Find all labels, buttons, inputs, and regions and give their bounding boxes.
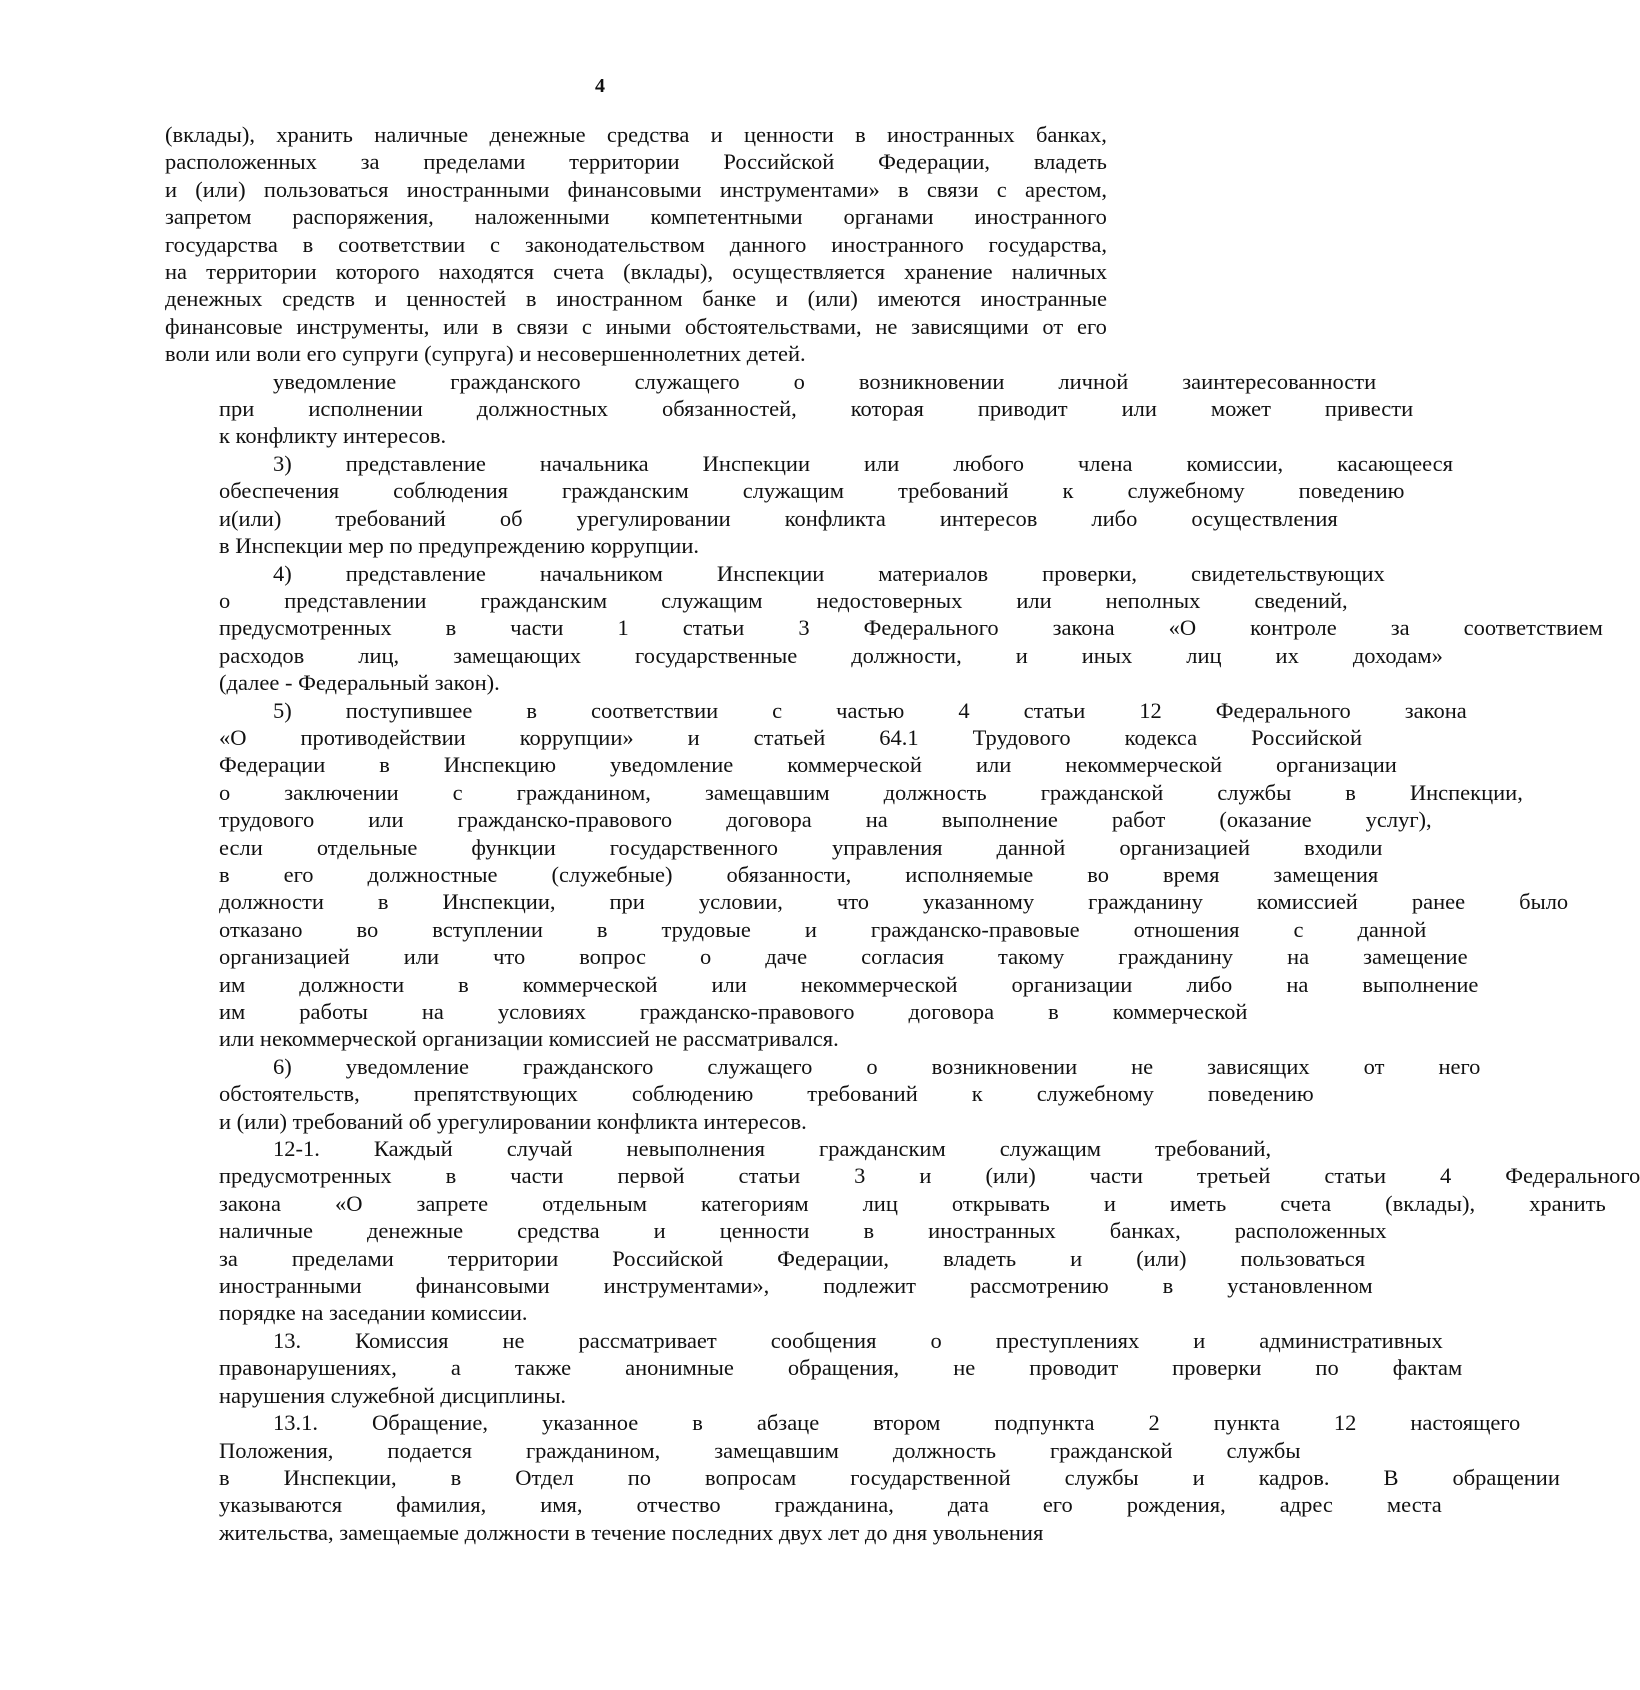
paragraph-item-6	[165, 1053, 1481, 1135]
text-line: предусмотренных в части 1 статьи 3 Федерального закона «О контроле за соответствием	[219, 615, 1603, 641]
text-line: трудового или гражданско-правового договора на выполнение работ (оказание услуг),	[219, 807, 1432, 833]
text-line: и(или) требований об урегулировании конфликта интересов либо осуществления	[219, 505, 1338, 531]
text-line: нарушения служебной дисциплины.	[219, 1382, 567, 1408]
paragraph-continuation	[165, 121, 1107, 368]
text-line: 13.1. Обращение, указанное в абзаце втором подпункта 2 пункта 12 настоящего	[273, 1410, 1521, 1436]
text-line: жительства, замещаемые должности в течение последних двух лет до дня увольнения	[219, 1519, 1044, 1545]
text-line: закона «О запрете отдельным категориям лиц открывать и иметь счета (вклады), хранить	[219, 1190, 1606, 1216]
text-line: если отдельные функции государственного управления данной организацией входили	[219, 834, 1383, 860]
text-line: о заключении с гражданином, замещавшим должность гражданской службы в Инспекции,	[219, 779, 1523, 805]
text-line: (вклады), хранить наличные денежные средства и ценности в иностранных банках,	[165, 122, 1107, 147]
paragraph-item-3	[165, 450, 1453, 560]
text-line: иностранными финансовыми инструментами», подлежит рассмотрению в установленном	[219, 1273, 1373, 1299]
paragraph-item-13	[165, 1327, 1463, 1409]
text-line: 13. Комиссия не рассматривает сообщения о преступлениях и административных	[273, 1327, 1443, 1353]
text-line: отказано во вступлении в трудовые и гражданско-правовые отношения с данной	[219, 916, 1427, 942]
text-line: в его должностные (служебные) обязанности, исполняемые во время замещения	[219, 861, 1379, 887]
text-line: за пределами территории Российской Федерации, владеть и (или) пользоваться	[219, 1245, 1366, 1271]
paragraph-item-13-1	[165, 1409, 1560, 1546]
text-line: и (или) пользоваться иностранными финансовыми инструментами» в связи с арестом,	[165, 176, 1107, 202]
text-line: должности в Инспекции, при условии, что указанному гражданину комиссией ранее было	[219, 889, 1569, 915]
text-line: при исполнении должностных обязанностей, которая приводит или может привести	[219, 396, 1414, 422]
text-line: наличные денежные средства и ценности в иностранных банках, расположенных	[219, 1218, 1387, 1244]
text-line: правонарушениях, а также анонимные обращения, не проводит проверки по фактам	[219, 1355, 1463, 1381]
text-line: запретом распоряжения, наложенными компетентными органами иностранного	[165, 204, 1107, 230]
text-line: обеспечения соблюдения гражданским служащим требований к служебному поведению	[219, 478, 1405, 504]
text-line: расходов лиц, замещающих государственные должности, и иных лиц их доходам»	[219, 642, 1443, 668]
text-line: организацией или что вопрос о даче согласия такому гражданину на замещение	[219, 944, 1468, 970]
text-line: государства в соответствии с законодательством данного иностранного государства,	[165, 231, 1107, 257]
text-line: финансовые инструменты, или в связи с иными обстоятельствами, не зависящими от его	[165, 313, 1107, 339]
paragraph-notice-interest	[165, 368, 1414, 450]
page-number: 4	[595, 75, 605, 97]
text-line: воли или воли его супруги (супруга) и несовершеннолетних детей.	[165, 341, 806, 367]
text-line: предусмотренных в части первой статьи 3 и (или) части третьей статьи 4 Федерального	[219, 1163, 1640, 1189]
text-line: 3) представление начальника Инспекции или любого члена комиссии, касающееся	[273, 450, 1453, 476]
paragraph-item-5	[165, 697, 1569, 1053]
text-line: или некоммерческой организации комиссией не рассматривался.	[219, 1026, 839, 1052]
text-line: указываются фамилия, имя, отчество гражданина, дата его рождения, адрес места	[219, 1492, 1442, 1518]
text-line: обстоятельств, препятствующих соблюдению требований к служебному поведению	[219, 1081, 1314, 1107]
text-line: 12-1. Каждый случай невыполнения гражданским служащим требований,	[273, 1136, 1272, 1162]
text-line: на территории которого находятся счета (вклады), осуществляется хранение наличных	[165, 259, 1107, 285]
text-line: в Инспекции, в Отдел по вопросам государственной службы и кадров. В обращении	[219, 1464, 1560, 1490]
text-line: им должности в коммерческой или некоммерческой организации либо на выполнение	[219, 971, 1479, 997]
text-line: в Инспекции мер по предупреждению коррупции.	[219, 533, 699, 559]
text-line: (далее - Федеральный закон).	[219, 670, 500, 696]
text-line: о представлении гражданским служащим недостоверных или неполных сведений,	[219, 587, 1348, 613]
text-line: им работы на условиях гражданско-правового договора в коммерческой	[219, 999, 1248, 1024]
paragraph-item-12-1	[165, 1135, 1640, 1327]
text-line: 4) представление начальником Инспекции материалов проверки, свидетельствующих	[273, 560, 1385, 586]
text-line: денежных средств и ценностей в иностранном банке и (или) имеются иностранные	[165, 286, 1107, 312]
text-line: уведомление гражданского служащего о возникновении личной заинтересованности	[273, 368, 1377, 394]
text-line: 5) поступившее в соответствии с частью 4 статьи 12 Федерального закона	[273, 697, 1467, 723]
text-line: порядке на заседании комиссии.	[219, 1300, 528, 1326]
text-line: Положения, подается гражданином, замещавшим должность гражданской службы	[219, 1437, 1301, 1463]
text-line: «О противодействии коррупции» и статьей 64.1 Трудового кодекса Российской	[219, 724, 1363, 750]
paragraph-item-4	[165, 560, 1603, 697]
text-line: Федерации в Инспекцию уведомление коммерческой или некоммерческой организации	[219, 752, 1397, 778]
text-line: 6) уведомление гражданского служащего о возникновении не зависящих от него	[273, 1053, 1481, 1079]
text-line: к конфликту интересов.	[219, 423, 447, 449]
document-body	[165, 121, 1640, 1546]
text-line: и (или) требований об урегулировании конфликта интересов.	[219, 1108, 807, 1134]
text-line: расположенных за пределами территории Российской Федерации, владеть	[165, 149, 1107, 175]
